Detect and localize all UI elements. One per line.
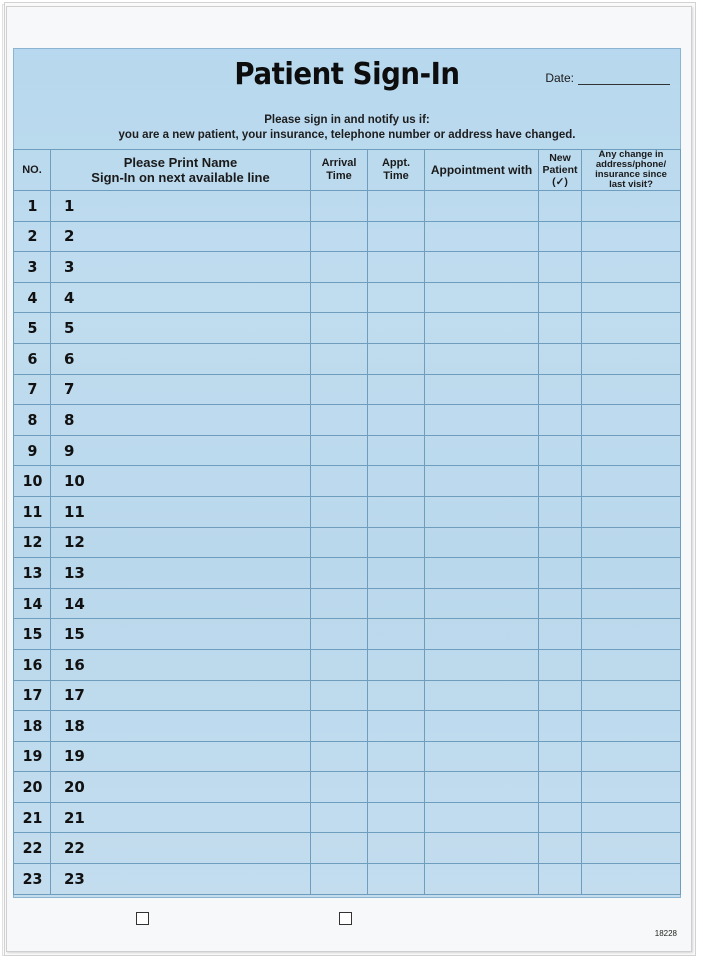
col-header-new-patient: New Patient (✓) bbox=[539, 150, 582, 191]
row-number: 14 bbox=[14, 588, 49, 619]
appointment-with-cell[interactable] bbox=[425, 405, 539, 436]
appt-time-cell[interactable] bbox=[368, 282, 425, 313]
row-number: 22 bbox=[14, 833, 49, 864]
arrival-time-cell[interactable] bbox=[311, 252, 368, 283]
name-cell[interactable]: 1 bbox=[51, 191, 311, 222]
new-patient-cell[interactable] bbox=[539, 864, 582, 895]
new-patient-cell[interactable] bbox=[539, 435, 582, 466]
arrival-time-cell[interactable] bbox=[311, 343, 368, 374]
sign-in-table bbox=[13, 149, 681, 895]
row-number: 8 bbox=[14, 405, 49, 436]
table-row bbox=[14, 588, 681, 619]
table-row bbox=[14, 435, 681, 466]
table-row bbox=[14, 282, 681, 313]
new-patient-cell[interactable] bbox=[539, 496, 582, 527]
date-field[interactable] bbox=[545, 71, 670, 85]
col-header-no: NO. bbox=[14, 150, 51, 191]
row-number: 21 bbox=[14, 802, 49, 833]
table-header-row bbox=[14, 150, 681, 191]
any-change-cell[interactable] bbox=[582, 802, 681, 833]
notice-line-1: Please sign in and notify us if: bbox=[264, 114, 430, 126]
arrival-time-cell[interactable] bbox=[311, 466, 368, 497]
arrival-time-cell[interactable] bbox=[311, 833, 368, 864]
any-change-cell[interactable] bbox=[582, 252, 681, 283]
name-cell[interactable]: 12 bbox=[51, 527, 311, 558]
table-row bbox=[14, 405, 681, 436]
table-row bbox=[14, 711, 681, 742]
arrival-time-cell[interactable] bbox=[311, 741, 368, 772]
any-change-cell[interactable] bbox=[582, 864, 681, 895]
col-header-appointment-with: Appointment with bbox=[425, 150, 539, 191]
table-row bbox=[14, 466, 681, 497]
any-change-cell[interactable] bbox=[582, 435, 681, 466]
appt-time-cell[interactable] bbox=[368, 191, 425, 222]
new-patient-cell[interactable] bbox=[539, 374, 582, 405]
name-cell[interactable]: 11 bbox=[51, 496, 311, 527]
row-number: 15 bbox=[14, 619, 49, 650]
name-cell[interactable]: 13 bbox=[51, 558, 311, 589]
arrival-time-cell[interactable] bbox=[311, 435, 368, 466]
appt-time-cell[interactable] bbox=[368, 527, 425, 558]
table-row bbox=[14, 313, 681, 344]
appointment-with-cell[interactable] bbox=[425, 466, 539, 497]
row-number: 5 bbox=[14, 313, 49, 344]
row-number: 7 bbox=[14, 374, 49, 405]
arrival-time-cell[interactable] bbox=[311, 619, 368, 650]
col-header-appt-time: Appt. Time bbox=[368, 150, 425, 191]
row-number: 13 bbox=[14, 558, 49, 589]
appt-time-cell[interactable] bbox=[368, 374, 425, 405]
appt-time-cell[interactable] bbox=[368, 833, 425, 864]
arrival-time-cell[interactable] bbox=[311, 558, 368, 589]
row-number: 4 bbox=[14, 282, 49, 313]
new-patient-cell[interactable] bbox=[539, 405, 582, 436]
name-cell[interactable]: 9 bbox=[51, 435, 311, 466]
date-input-line[interactable] bbox=[578, 72, 670, 85]
table-body bbox=[14, 191, 681, 895]
arrival-time-cell[interactable] bbox=[311, 864, 368, 895]
row-number: 19 bbox=[14, 741, 49, 772]
name-cell[interactable]: 4 bbox=[51, 282, 311, 313]
row-number: 20 bbox=[14, 772, 49, 803]
name-cell[interactable]: 17 bbox=[51, 680, 311, 711]
name-cell[interactable]: 10 bbox=[51, 466, 311, 497]
arrival-time-cell[interactable] bbox=[311, 221, 368, 252]
appt-time-cell[interactable] bbox=[368, 221, 425, 252]
col-header-name: Please Print Name Sign-In on next available line bbox=[51, 150, 311, 191]
new-patient-cell[interactable] bbox=[539, 833, 582, 864]
any-change-cell[interactable] bbox=[582, 282, 681, 313]
new-patient-cell[interactable] bbox=[539, 680, 582, 711]
table-row bbox=[14, 221, 681, 252]
appt-time-cell[interactable] bbox=[368, 772, 425, 803]
appointment-with-cell[interactable] bbox=[425, 374, 539, 405]
table-row bbox=[14, 741, 681, 772]
row-number: 12 bbox=[14, 527, 49, 558]
appt-time-cell[interactable] bbox=[368, 405, 425, 436]
appt-time-cell[interactable] bbox=[368, 496, 425, 527]
appointment-with-cell[interactable] bbox=[425, 191, 539, 222]
new-patient-cell[interactable] bbox=[539, 527, 582, 558]
any-change-cell[interactable] bbox=[582, 558, 681, 589]
appointment-with-cell[interactable] bbox=[425, 221, 539, 252]
new-patient-cell[interactable] bbox=[539, 191, 582, 222]
name-cell[interactable]: 7 bbox=[51, 374, 311, 405]
new-patient-cell[interactable] bbox=[539, 282, 582, 313]
table-row bbox=[14, 252, 681, 283]
col-header-any-change: Any change in address/phone/ insurance since last visit? bbox=[582, 150, 681, 191]
sign-in-form bbox=[13, 48, 681, 898]
any-change-cell[interactable] bbox=[582, 619, 681, 650]
arrival-time-cell[interactable] bbox=[311, 374, 368, 405]
appointment-with-cell[interactable] bbox=[425, 496, 539, 527]
arrival-time-cell[interactable] bbox=[311, 527, 368, 558]
new-patient-cell[interactable] bbox=[539, 466, 582, 497]
appt-time-cell[interactable] bbox=[368, 343, 425, 374]
appointment-with-cell[interactable] bbox=[425, 711, 539, 742]
appt-time-cell[interactable] bbox=[368, 802, 425, 833]
arrival-time-cell[interactable] bbox=[311, 649, 368, 680]
row-number: 23 bbox=[14, 864, 49, 895]
row-number: 6 bbox=[14, 343, 49, 374]
appointment-with-cell[interactable] bbox=[425, 527, 539, 558]
appt-time-cell[interactable] bbox=[368, 680, 425, 711]
appointment-with-cell[interactable] bbox=[425, 313, 539, 344]
any-change-cell[interactable] bbox=[582, 711, 681, 742]
name-cell[interactable]: 5 bbox=[51, 313, 311, 344]
any-change-cell[interactable] bbox=[582, 405, 681, 436]
appointment-with-cell[interactable] bbox=[425, 802, 539, 833]
arrival-time-cell[interactable] bbox=[311, 711, 368, 742]
new-patient-cell[interactable] bbox=[539, 711, 582, 742]
table-row bbox=[14, 772, 681, 803]
appointment-with-cell[interactable] bbox=[425, 343, 539, 374]
name-cell[interactable]: 19 bbox=[51, 741, 311, 772]
any-change-cell[interactable] bbox=[582, 772, 681, 803]
name-cell[interactable]: 21 bbox=[51, 802, 311, 833]
new-patient-cell[interactable] bbox=[539, 741, 582, 772]
row-number: 16 bbox=[14, 649, 49, 680]
appt-time-cell[interactable] bbox=[368, 588, 425, 619]
any-change-cell[interactable] bbox=[582, 374, 681, 405]
table-row bbox=[14, 680, 681, 711]
appt-time-cell[interactable] bbox=[368, 558, 425, 589]
any-change-cell[interactable] bbox=[582, 680, 681, 711]
arrival-time-cell[interactable] bbox=[311, 282, 368, 313]
name-cell[interactable]: 8 bbox=[51, 405, 311, 436]
any-change-cell[interactable] bbox=[582, 191, 681, 222]
any-change-cell[interactable] bbox=[582, 466, 681, 497]
any-change-cell[interactable] bbox=[582, 496, 681, 527]
new-patient-cell[interactable] bbox=[539, 221, 582, 252]
any-change-cell[interactable] bbox=[582, 833, 681, 864]
checkbox-left[interactable] bbox=[136, 912, 149, 925]
checkbox-middle[interactable] bbox=[339, 912, 352, 925]
appointment-with-cell[interactable] bbox=[425, 588, 539, 619]
table-row bbox=[14, 343, 681, 374]
name-cell[interactable]: 22 bbox=[51, 833, 311, 864]
appointment-with-cell[interactable] bbox=[425, 619, 539, 650]
appt-time-cell[interactable] bbox=[368, 741, 425, 772]
table-row bbox=[14, 527, 681, 558]
new-patient-cell[interactable] bbox=[539, 588, 582, 619]
arrival-time-cell[interactable] bbox=[311, 772, 368, 803]
appointment-with-cell[interactable] bbox=[425, 558, 539, 589]
appt-time-cell[interactable] bbox=[368, 252, 425, 283]
name-cell[interactable]: 14 bbox=[51, 588, 311, 619]
appointment-with-cell[interactable] bbox=[425, 649, 539, 680]
name-cell[interactable]: 20 bbox=[51, 772, 311, 803]
arrival-time-cell[interactable] bbox=[311, 802, 368, 833]
any-change-cell[interactable] bbox=[582, 588, 681, 619]
row-number: 18 bbox=[14, 711, 49, 742]
appt-time-cell[interactable] bbox=[368, 313, 425, 344]
notice-text bbox=[14, 113, 680, 143]
row-number: 17 bbox=[14, 680, 49, 711]
row-number: 11 bbox=[14, 496, 49, 527]
any-change-cell[interactable] bbox=[582, 221, 681, 252]
table-row bbox=[14, 496, 681, 527]
new-patient-cell[interactable] bbox=[539, 343, 582, 374]
any-change-cell[interactable] bbox=[582, 741, 681, 772]
table-row bbox=[14, 374, 681, 405]
form-title: Patient Sign-In bbox=[234, 57, 460, 92]
appointment-with-cell[interactable] bbox=[425, 680, 539, 711]
row-number: 10 bbox=[14, 466, 49, 497]
new-patient-cell[interactable] bbox=[539, 558, 582, 589]
appt-time-cell[interactable] bbox=[368, 466, 425, 497]
name-cell[interactable]: 6 bbox=[51, 343, 311, 374]
name-cell[interactable]: 15 bbox=[51, 619, 311, 650]
name-cell[interactable]: 23 bbox=[51, 864, 311, 895]
appointment-with-cell[interactable] bbox=[425, 864, 539, 895]
any-change-cell[interactable] bbox=[582, 649, 681, 680]
table-row bbox=[14, 191, 681, 222]
arrival-time-cell[interactable] bbox=[311, 405, 368, 436]
appt-time-cell[interactable] bbox=[368, 619, 425, 650]
new-patient-cell[interactable] bbox=[539, 252, 582, 283]
table-row bbox=[14, 558, 681, 589]
any-change-cell[interactable] bbox=[582, 343, 681, 374]
arrival-time-cell[interactable] bbox=[311, 496, 368, 527]
col-header-arrival-time: Arrival Time bbox=[311, 150, 368, 191]
table-row bbox=[14, 833, 681, 864]
name-cell[interactable]: 3 bbox=[51, 252, 311, 283]
date-label: Date: bbox=[545, 71, 574, 85]
row-number: 2 bbox=[14, 221, 49, 252]
row-number: 1 bbox=[14, 191, 49, 222]
appointment-with-cell[interactable] bbox=[425, 435, 539, 466]
appointment-with-cell[interactable] bbox=[425, 833, 539, 864]
arrival-time-cell[interactable] bbox=[311, 588, 368, 619]
new-patient-cell[interactable] bbox=[539, 802, 582, 833]
table-row bbox=[14, 619, 681, 650]
any-change-cell[interactable] bbox=[582, 527, 681, 558]
name-cell[interactable]: 18 bbox=[51, 711, 311, 742]
appt-time-cell[interactable] bbox=[368, 649, 425, 680]
arrival-time-cell[interactable] bbox=[311, 680, 368, 711]
arrival-time-cell[interactable] bbox=[311, 191, 368, 222]
notice-line-2: you are a new patient, your insurance, telephone number or address have changed. bbox=[118, 129, 576, 141]
new-patient-cell[interactable] bbox=[539, 313, 582, 344]
row-number: 3 bbox=[14, 252, 49, 283]
new-patient-cell[interactable] bbox=[539, 619, 582, 650]
appointment-with-cell[interactable] bbox=[425, 772, 539, 803]
new-patient-cell[interactable] bbox=[539, 649, 582, 680]
name-cell[interactable]: 2 bbox=[51, 221, 311, 252]
table-row bbox=[14, 802, 681, 833]
name-cell[interactable]: 16 bbox=[51, 649, 311, 680]
table-row bbox=[14, 649, 681, 680]
row-number: 9 bbox=[14, 435, 49, 466]
appointment-with-cell[interactable] bbox=[425, 252, 539, 283]
new-patient-cell[interactable] bbox=[539, 772, 582, 803]
appt-time-cell[interactable] bbox=[368, 435, 425, 466]
form-code: 18228 bbox=[654, 929, 677, 938]
appt-time-cell[interactable] bbox=[368, 711, 425, 742]
any-change-cell[interactable] bbox=[582, 313, 681, 344]
appt-time-cell[interactable] bbox=[368, 864, 425, 895]
table-row bbox=[14, 864, 681, 895]
appointment-with-cell[interactable] bbox=[425, 282, 539, 313]
arrival-time-cell[interactable] bbox=[311, 313, 368, 344]
appointment-with-cell[interactable] bbox=[425, 741, 539, 772]
